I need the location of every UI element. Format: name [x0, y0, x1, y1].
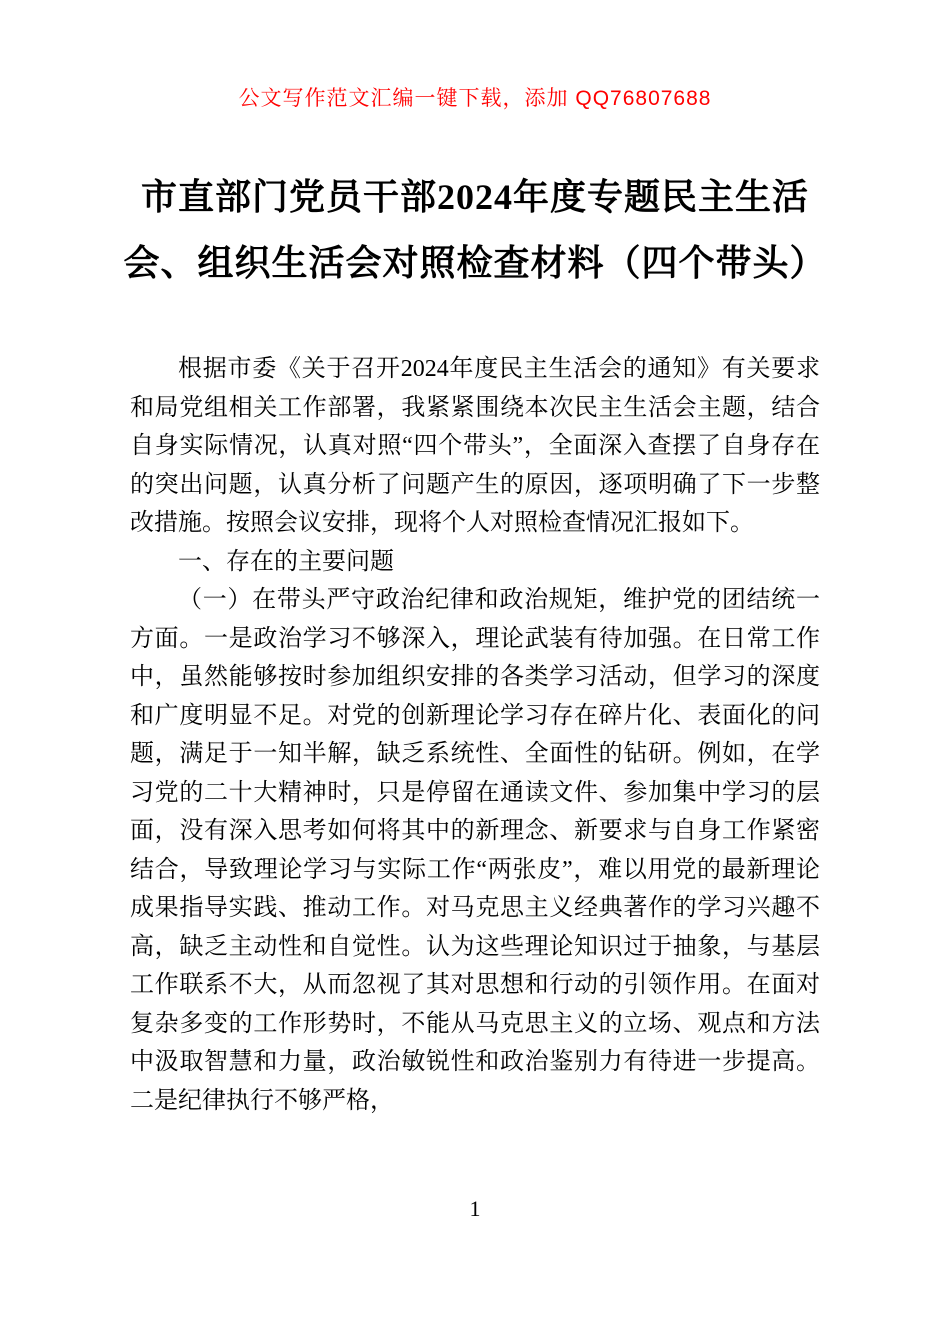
paragraph-section-one: （一）在带头严守政治纪律和政治规矩，维护党的团结统一方面。一是政治学习不够深入，理论武装有待加强。在日常工作中，虽然能够按时参加组织安排的各类学习活动，但学习的深度和广度明显不足。对党的创新理论学习存在碎片化、表面化的问题，满足于一知半解，缺乏系统性、全面性的钻研。例如，在学习党的二十大精神时，只是停留在通读文件、参加集中学习的层面，没有深入思考如何将其中的新理念、新要求与自身工作紧密结合，导致理论学习与实际工作“两张皮”，难以用党的最新理论成果指导实践、推动工作。对马克思主义经典著作的学习兴趣不高，缺乏主动性和自觉性。认为这些理论知识过于抽象，与基层工作联系不大，从而忽视了其对思想和行动的引领作用。在面对复杂多变的工作形势时，不能从马克思主义的立场、观点和方法中汲取智慧和力量，政治敏锐性和政治鉴别力有待进一步提高。二是纪律执行不够严格， — [130, 587, 820, 1114]
page-number: 1 — [469, 1196, 481, 1221]
document-title: 市直部门党员干部2024年度专题民主生活会、组织生活会对照检查材料（四个带头） — [123, 177, 827, 283]
paragraph-intro: 根据市委《关于召开2024年度民主生活会的通知》有关要求和局党组相关工作部署，我紧紧围绕本次民主生活会主题，结合自身实际情况，认真对照“四个带头”，全面深入查摆了自身存在的突出问题，认真分析了问题产生的原因，逐项明确了下一步整改措施。按照会议安排，现将个人对照检查情况汇报如下。 — [130, 356, 820, 536]
promo-banner: 公文写作范文汇编一键下载，添加 QQ76807688 — [238, 87, 712, 110]
section-heading-main-problems: 一、存在的主要问题 — [178, 548, 394, 575]
document-body — [130, 350, 820, 1120]
